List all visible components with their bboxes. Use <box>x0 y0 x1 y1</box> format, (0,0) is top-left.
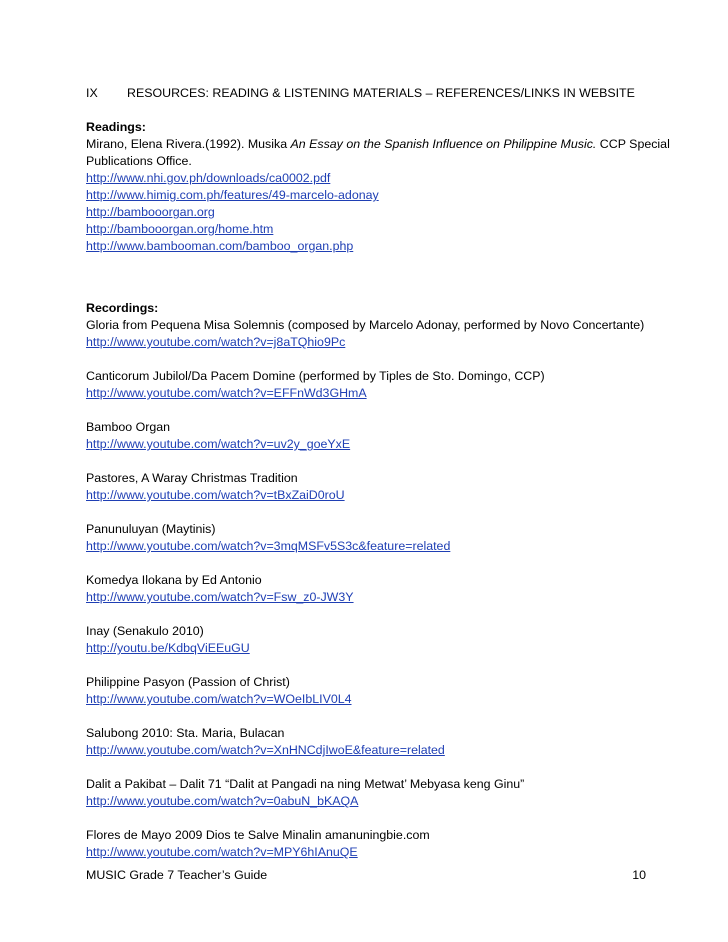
recording-title: Salubong 2010: Sta. Maria, Bulacan <box>86 726 285 740</box>
page-number: 10 <box>632 868 646 882</box>
recording-link[interactable]: http://www.youtube.com/watch?v=WOeIbLIV0L4 <box>86 692 352 706</box>
footer-guide-title: MUSIC Grade 7 Teacher’s Guide <box>86 868 268 882</box>
recording-title: Pastores, A Waray Christmas Tradition <box>86 471 298 485</box>
recording-link[interactable]: http://www.youtube.com/watch?v=EFFnWd3GHmA <box>86 386 367 400</box>
section-title: RESOURCES: READING & LISTENING MATERIALS – REFERENCES/LINKS IN WEBSITE <box>127 86 635 100</box>
section-heading <box>86 85 646 102</box>
readings-section <box>86 119 670 255</box>
readings-citation <box>86 136 670 153</box>
recording-link[interactable]: http://www.youtube.com/watch?v=j8aTQhio9Pc <box>86 335 346 349</box>
recording-link[interactable]: http://youtu.be/KdbqViEEuGU <box>86 641 250 655</box>
reading-link[interactable]: http://www.himig.com.ph/features/49-marcelo-adonay <box>86 188 379 202</box>
recording-link[interactable]: http://www.youtube.com/watch?v=tBxZaiD0roU <box>86 488 345 502</box>
recording-title: Dalit a Pakibat – Dalit 71 “Dalit at Pangadi na ning Metwat’ Mebyasa keng Ginu” <box>86 777 525 791</box>
recordings-section <box>86 300 646 861</box>
readings-label: Readings: <box>86 120 146 134</box>
recording-link[interactable]: http://www.youtube.com/watch?v=3mqMSFv5S3c&feature=related <box>86 539 451 553</box>
reading-link[interactable]: http://bambooorgan.org <box>86 205 215 219</box>
recording-title: Inay (Senakulo 2010) <box>86 624 204 638</box>
reading-link[interactable]: http://bambooorgan.org/home.htm <box>86 222 274 236</box>
reading-link[interactable]: http://www.nhi.gov.ph/downloads/ca0002.pdf <box>86 171 331 185</box>
readings-citation-cont: Publications Office. <box>86 154 192 168</box>
recording-title: Panunuluyan (Maytinis) <box>86 522 216 536</box>
recordings-label: Recordings: <box>86 301 159 315</box>
recording-link[interactable]: http://www.youtube.com/watch?v=uv2y_goeYxE <box>86 437 351 451</box>
recording-link[interactable]: http://www.youtube.com/watch?v=XnHNCdjIwoE&feature=related <box>86 743 445 757</box>
recording-link[interactable]: http://www.youtube.com/watch?v=0abuN_bKAQA <box>86 794 359 808</box>
page-footer <box>86 867 646 884</box>
section-number: IX <box>86 86 98 100</box>
recording-title: Komedya Ilokana by Ed Antonio <box>86 573 262 587</box>
citation-book-title: An Essay on the Spanish Influence on Philippine Music. <box>290 137 597 151</box>
recording-title: Flores de Mayo 2009 Dios te Salve Minalin amanuningbie.com <box>86 828 430 842</box>
citation-author: Mirano, Elena Rivera.(1992). Musika <box>86 137 291 151</box>
recording-title: Philippine Pasyon (Passion of Christ) <box>86 675 290 689</box>
recording-title: Canticorum Jubilol/Da Pacem Domine (performed by Tiples de Sto. Domingo, CCP) <box>86 369 545 383</box>
citation-publisher: CCP Special <box>596 137 670 151</box>
reading-link[interactable]: http://www.bambooman.com/bamboo_organ.php <box>86 239 354 253</box>
recording-link[interactable]: http://www.youtube.com/watch?v=Fsw_z0-JW3Y <box>86 590 354 604</box>
recording-link[interactable]: http://www.youtube.com/watch?v=MPY6hIAnuQE <box>86 845 358 859</box>
recording-title: Bamboo Organ <box>86 420 171 434</box>
recording-title: Gloria from Pequena Misa Solemnis (composed by Marcelo Adonay, performed by Novo Concertante) <box>86 318 645 332</box>
